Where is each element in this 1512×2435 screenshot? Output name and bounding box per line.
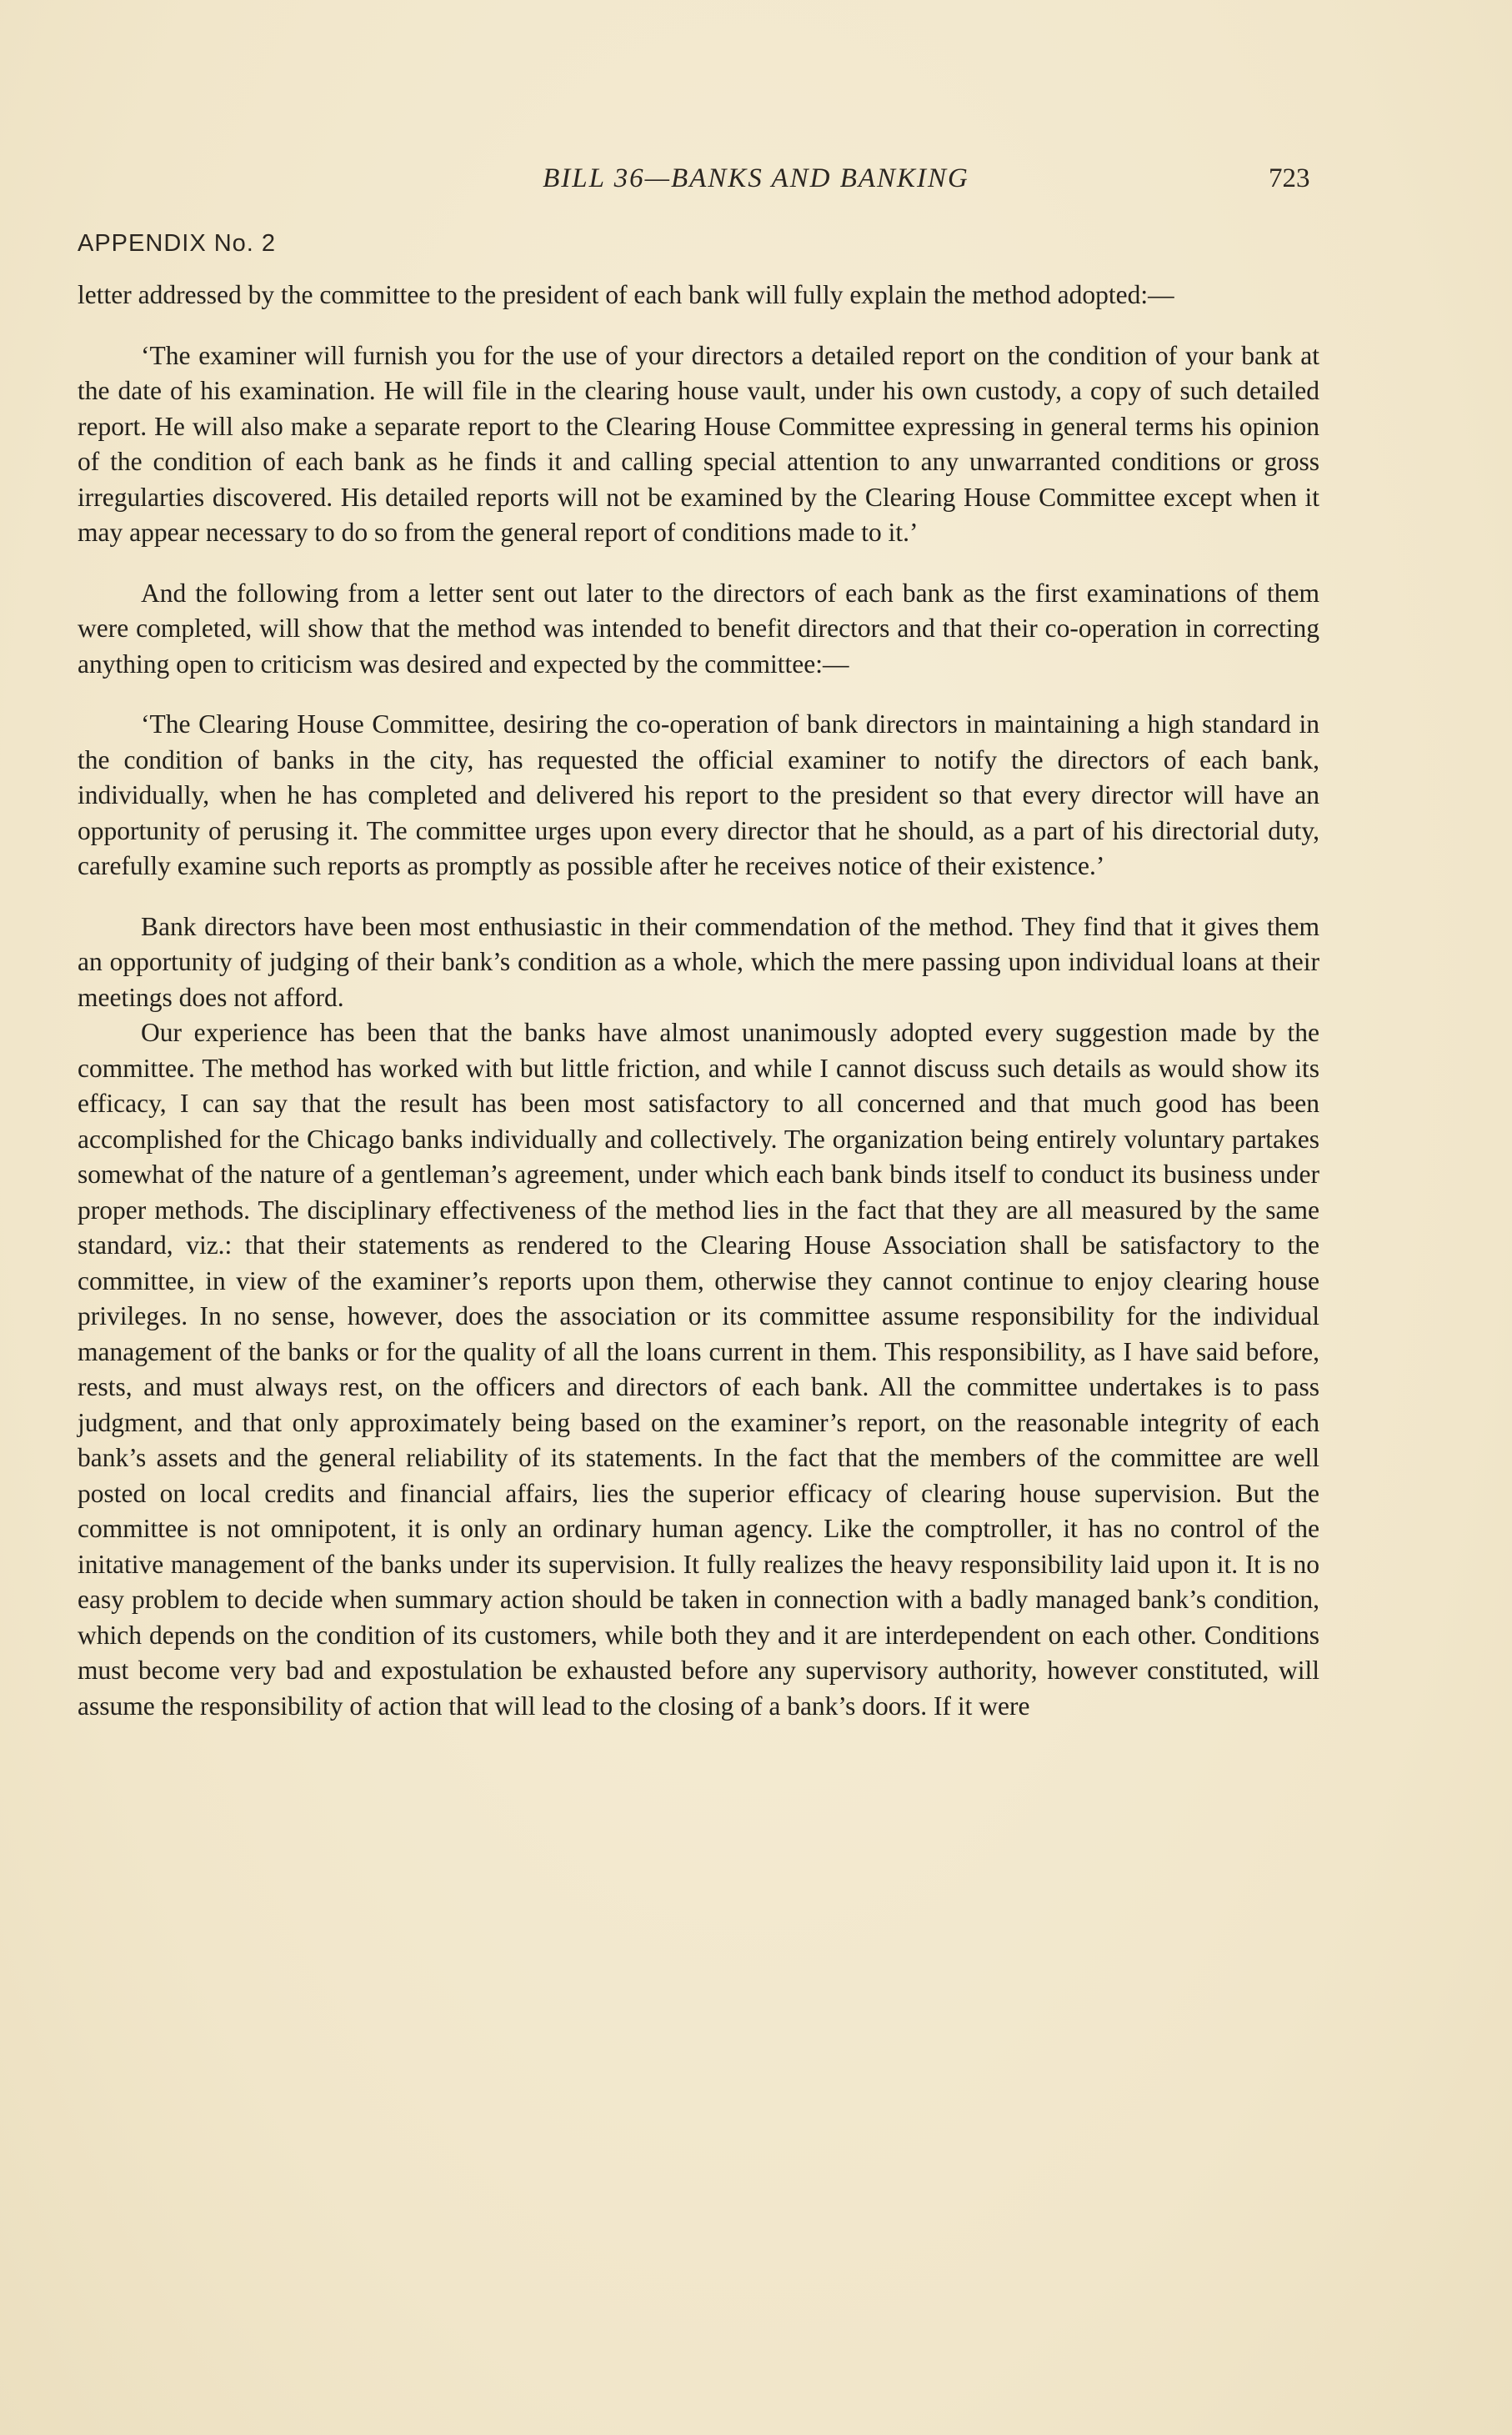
paragraph-following-letter: And the following from a letter sent out later to the directors of each bank as the first examinations of them were completed, will show that the method was intended to benefit directors and that their co-operation in correcting anything open to criticism was desired and expected by the committee:—: [78, 578, 1319, 679]
page-number: 723: [1269, 163, 1310, 193]
body-text: [78, 278, 1319, 1724]
appendix-label: APPENDIX No. 2: [78, 230, 277, 257]
paragraph-our-experience: Our experience has been that the banks have almost unanimously adopted every suggestion made by the committee. The method has worked with but little friction, and while I cannot discuss such details as would show its efficacy, I can say that the result has been most satisfactory to all concerned and that much good has been accomplished for the Chicago banks individually and collectively. The organization being entirely voluntary partakes somewhat of the nature of a gentleman’s agreement, under which each bank binds itself to conduct its business under proper methods. The disciplinary effectiveness of the method lies in the fact that they are all measured by the same standard, viz.: that their statements as rendered to the Clearing House Association shall be satisfactory to the committee, in view of the examiner’s reports upon them, otherwise they cannot continue to enjoy clearing house privileges. In no sense, however, does the association or its committee assume responsibility for the individual management of the banks or for the quality of all the loans current in them. This responsibility, as I have said before, rests, and must always rest, on the officers and directors of each bank. All the committee undertakes is to pass judgment, and that only approximately being based on the examiner’s report, on the reasonable integrity of each bank’s assets and the general reliability of its statements. In the fact that the members of the committee are well posted on local credits and financial affairs, lies the superior efficacy of clearing house supervision. But the committee is not omnipotent, it is only an ordinary human agency. Like the comptroller, it has no control of the initative management of the banks under its supervision. It fully realizes the heavy responsibility laid upon it. It is no easy problem to decide when summary action should be taken in connection with a badly managed bank’s condition, which depends on the condition of its customers, while both they and it are interdependent on each other. Conditions must become very bad and expostulation be exhausted before any supervisory authority, however constituted, will assume the responsibility of action that will lead to the closing of a bank’s doors. If it were: [78, 1018, 1319, 1721]
running-head: [0, 163, 1512, 200]
paragraph-continuation: letter addressed by the committee to the president of each bank will fully explain the method adopted:—: [78, 280, 1174, 309]
running-title: BILL 36—BANKS AND BANKING: [543, 163, 969, 193]
paragraph-directors-enthusiasm: Bank directors have been most enthusiastic in their commendation of the method. They find that it gives them an opportunity of judging of their bank’s condition as a whole, which the mere passing upon individual loans at their meetings does not afford.: [78, 911, 1319, 1012]
quoted-letter-2: ‘The Clearing House Committee, desiring the co-operation of bank directors in maintaining a high standard in the condition of banks in the city, has requested the official examiner to notify the directors of each bank, individually, when he has completed and delivered his report to the president so that every director will have an opportunity of perusing it. The committee urges upon every director that he should, as a part of his directorial duty, carefully examine such reports as promptly as possible after he receives notice of their existence.’: [78, 709, 1319, 880]
quoted-letter-1: ‘The examiner will furnish you for the use of your directors a detailed report on the condition of your bank at the date of his examination. He will file in the clearing house vault, under his own custody, a copy of such detailed report. He will also make a separate report to the Clearing House Committee expressing in general terms his opinion of the condition of each bank as he finds it and calling special attention to any unwarranted conditions or gross irregularties discovered. His detailed reports will not be examined by the Clearing House Committee except when it may appear necessary to do so from the general report of conditions made to it.’: [78, 340, 1319, 547]
